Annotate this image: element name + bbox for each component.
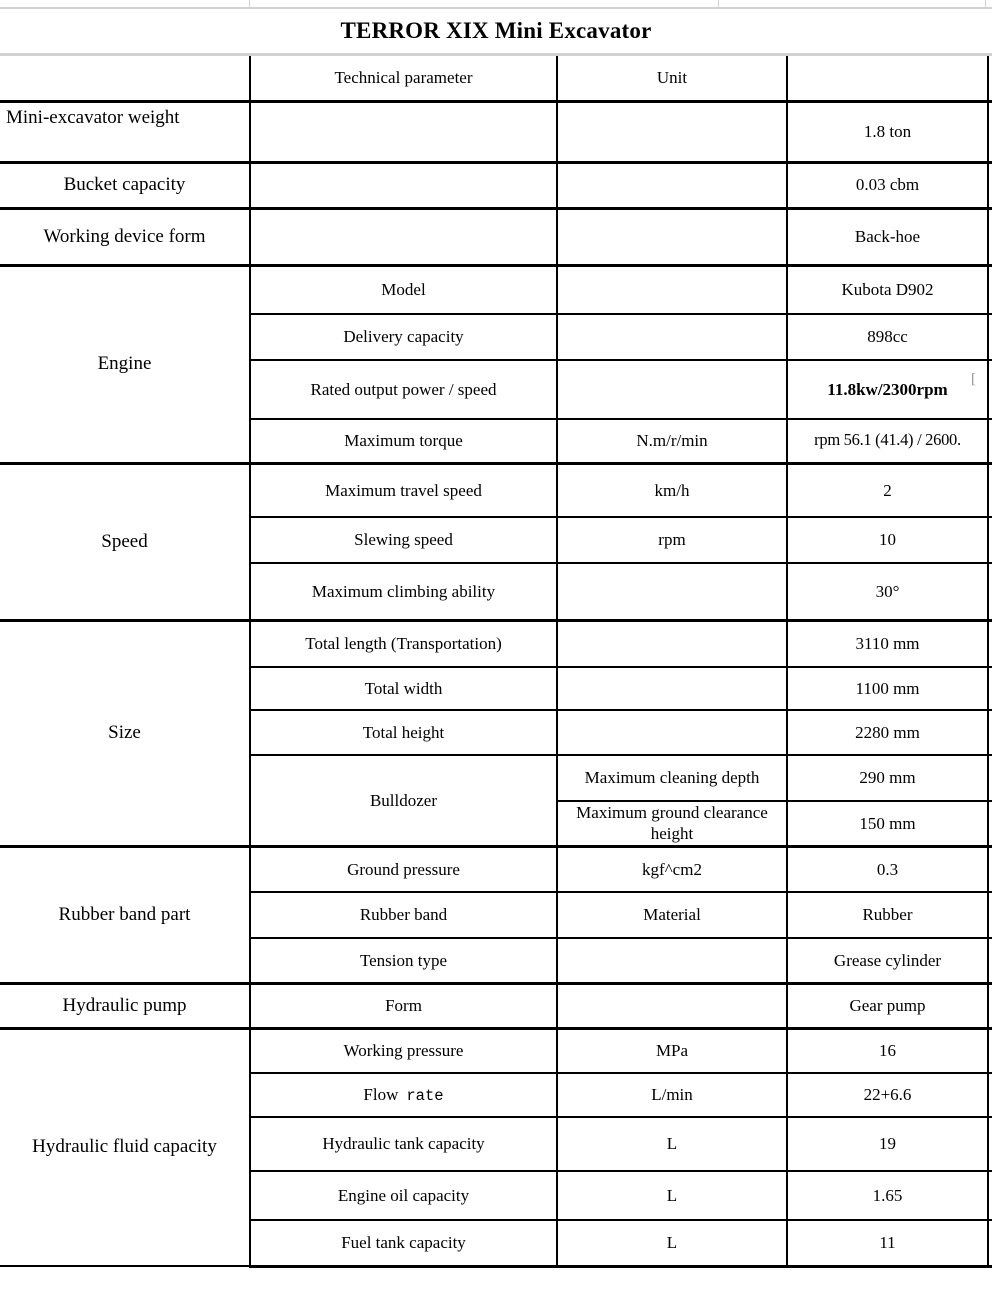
- param-cell: Maximum torque: [250, 419, 557, 463]
- value-text: 11.8kw/2300rpm: [827, 379, 948, 399]
- unit-cell: L: [557, 1220, 787, 1266]
- group-label-cell: Engine: [0, 265, 250, 463]
- param-cell: Total width: [250, 667, 557, 710]
- grid-line: [718, 0, 719, 7]
- param-cell: Slewing speed: [250, 517, 557, 563]
- param-cell: Fuel tank capacity: [250, 1220, 557, 1266]
- group-label-cell: Speed: [0, 463, 250, 620]
- param-cell: Rated output power / speed: [250, 360, 557, 419]
- table-title-row: [0, 9, 992, 56]
- gutter-cell: [988, 1073, 992, 1117]
- param-cell: Bulldozer: [250, 755, 557, 846]
- param-cell: [250, 162, 557, 208]
- top-partial-row: [0, 0, 992, 9]
- gutter-cell: [988, 1171, 992, 1220]
- value-cell: Grease cylinder: [787, 938, 988, 983]
- param-cell: Working pressure: [250, 1028, 557, 1073]
- unit-cell: [557, 162, 787, 208]
- value-cell: 2280 mm: [787, 710, 988, 755]
- param-cell: [250, 208, 557, 265]
- group-label-cell: Working device form: [0, 208, 250, 265]
- param-cell: Maximum travel speed: [250, 463, 557, 517]
- unit-cell: [557, 710, 787, 755]
- gutter-cell: [988, 846, 992, 892]
- param-cell: [250, 101, 557, 162]
- spec-table: [0, 56, 992, 1268]
- table-row: [0, 846, 992, 892]
- gutter-cell: [988, 892, 992, 938]
- group-label-cell: Rubber band part: [0, 846, 250, 983]
- unit-cell: [557, 360, 787, 419]
- value-cell: 30°: [787, 563, 988, 620]
- value-cell: Back-hoe: [787, 208, 988, 265]
- group-label-cell: Size: [0, 620, 250, 846]
- gutter-cell: [988, 419, 992, 463]
- page-title: TERROR XIX Mini Excavator: [340, 18, 652, 43]
- gutter-cell: [988, 517, 992, 563]
- value-cell: [787, 360, 988, 419]
- header-value-cell: [787, 56, 988, 101]
- value-cell: 16: [787, 1028, 988, 1073]
- param-cell: Total length (Transportation): [250, 620, 557, 667]
- value-cell: 11: [787, 1220, 988, 1266]
- value-cell: 2: [787, 463, 988, 517]
- value-cell: 898cc: [787, 314, 988, 360]
- gutter-cell: [988, 56, 992, 101]
- gutter-cell: [988, 1220, 992, 1266]
- grid-line: [249, 0, 250, 7]
- gutter-cell: [988, 710, 992, 755]
- gutter-cell: [988, 755, 992, 801]
- param-cell: Form: [250, 983, 557, 1028]
- gutter-cell: [988, 1028, 992, 1073]
- table-row: [0, 463, 992, 517]
- value-cell: 22+6.6: [787, 1073, 988, 1117]
- value-cell: 10: [787, 517, 988, 563]
- unit-cell: [557, 563, 787, 620]
- value-cell: 1.8 ton: [787, 101, 988, 162]
- gutter-cell: [988, 1117, 992, 1171]
- unit-cell: [557, 620, 787, 667]
- value-cell: 0.3: [787, 846, 988, 892]
- param-cell: [250, 1073, 557, 1117]
- value-cell: Kubota D902: [787, 265, 988, 314]
- table-row: [0, 265, 992, 314]
- value-cell: 150 mm: [787, 801, 988, 846]
- param-cell: Total height: [250, 710, 557, 755]
- unit-cell: [557, 667, 787, 710]
- unit-cell: [557, 101, 787, 162]
- gutter-cell: [988, 208, 992, 265]
- value-cell: 290 mm: [787, 755, 988, 801]
- unit-cell: [557, 983, 787, 1028]
- gutter-cell: [988, 265, 992, 314]
- param-text-mono: rate: [406, 1086, 444, 1105]
- param-cell: Model: [250, 265, 557, 314]
- value-cell: rpm 56.1 (41.4) / 2600.: [787, 419, 988, 463]
- value-cell: Rubber: [787, 892, 988, 938]
- param-text: Flow: [363, 1084, 399, 1104]
- gutter-cell: [988, 620, 992, 667]
- unit-cell: Maximum ground clearance height: [557, 801, 787, 846]
- unit-cell: L/min: [557, 1073, 787, 1117]
- value-cell: Gear pump: [787, 983, 988, 1028]
- unit-cell: rpm: [557, 517, 787, 563]
- table-row: [0, 208, 992, 265]
- table-row: [0, 1028, 992, 1073]
- unit-cell: kgf^cm2: [557, 846, 787, 892]
- param-cell: Ground pressure: [250, 846, 557, 892]
- gutter-cell: [988, 667, 992, 710]
- header-row: [0, 56, 992, 101]
- group-label-cell: Mini-excavator weight: [0, 101, 250, 162]
- gutter-cell: [988, 938, 992, 983]
- value-cell: 1100 mm: [787, 667, 988, 710]
- gutter-cell: [988, 563, 992, 620]
- unit-cell: N.m/r/min: [557, 419, 787, 463]
- gutter-cell: [988, 801, 992, 846]
- gutter-cell: [988, 463, 992, 517]
- header-unit-cell: Unit: [557, 56, 787, 101]
- grid-line: [985, 0, 986, 7]
- param-cell: Delivery capacity: [250, 314, 557, 360]
- unit-cell: Material: [557, 892, 787, 938]
- value-cell: 19: [787, 1117, 988, 1171]
- unit-cell: km/h: [557, 463, 787, 517]
- param-cell: Hydraulic tank capacity: [250, 1117, 557, 1171]
- gutter-cell: [988, 314, 992, 360]
- bracket-artifact: [: [971, 371, 976, 387]
- group-label-cell: Hydraulic fluid capacity: [0, 1028, 250, 1266]
- group-label-cell: Bucket capacity: [0, 162, 250, 208]
- param-cell: Tension type: [250, 938, 557, 983]
- unit-cell: [557, 938, 787, 983]
- table-row: [0, 101, 992, 162]
- table-row: [0, 162, 992, 208]
- unit-cell: L: [557, 1171, 787, 1220]
- unit-cell: [557, 208, 787, 265]
- gutter-cell: [988, 360, 992, 419]
- header-param-cell: Technical parameter: [250, 56, 557, 101]
- unit-cell: MPa: [557, 1028, 787, 1073]
- unit-cell: [557, 314, 787, 360]
- param-cell: Engine oil capacity: [250, 1171, 557, 1220]
- gutter-cell: [988, 983, 992, 1028]
- value-cell: 1.65: [787, 1171, 988, 1220]
- header-blank-cell: [0, 56, 250, 101]
- unit-cell: L: [557, 1117, 787, 1171]
- group-label-cell: Hydraulic pump: [0, 983, 250, 1028]
- unit-cell: [557, 265, 787, 314]
- param-cell: Maximum climbing ability: [250, 563, 557, 620]
- param-cell: Rubber band: [250, 892, 557, 938]
- gutter-cell: [988, 162, 992, 208]
- value-cell: 3110 mm: [787, 620, 988, 667]
- table-row: [0, 983, 992, 1028]
- value-cell: 0.03 cbm: [787, 162, 988, 208]
- unit-cell: Maximum cleaning depth: [557, 755, 787, 801]
- gutter-cell: [988, 101, 992, 162]
- table-row: [0, 620, 992, 667]
